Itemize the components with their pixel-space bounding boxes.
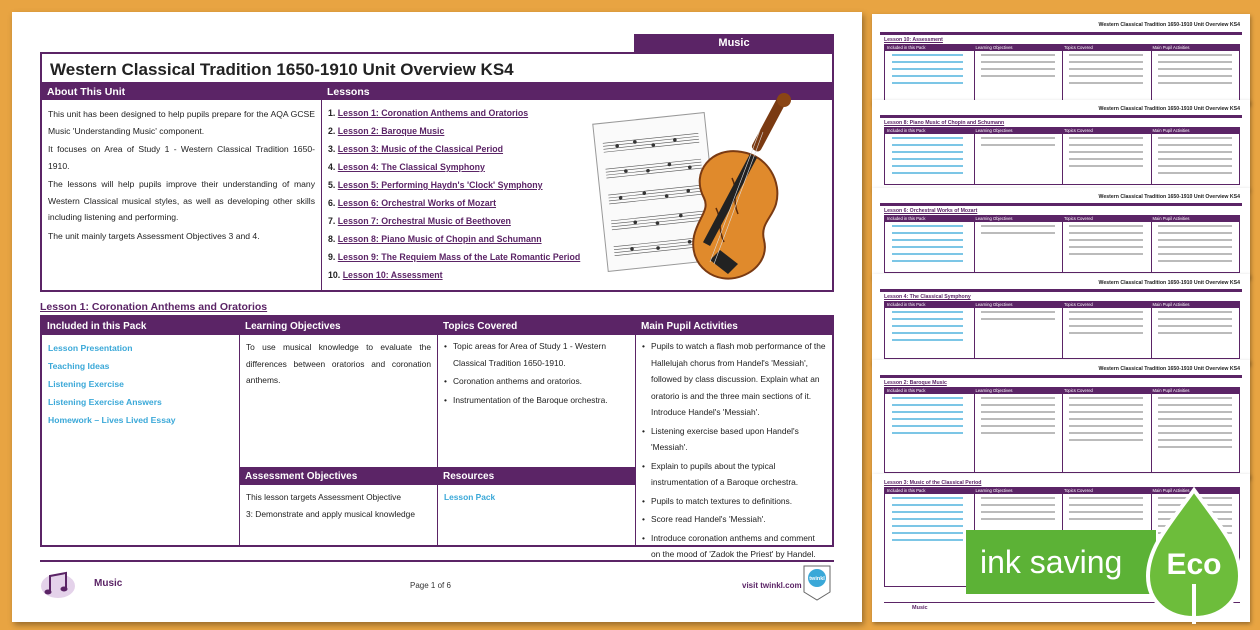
stacked-table: Included in this Pack Learning Objectives Topics Covered Main Pupil Activities <box>884 301 1240 359</box>
about-heading: About This Unit <box>42 84 321 100</box>
stacked-lesson-title: Lesson 6: Orchestral Works of Mozart <box>884 208 978 214</box>
objectives-heading: Learning Objectives <box>240 319 437 335</box>
stacked-page <box>872 188 1250 278</box>
divider <box>880 115 1242 118</box>
pack-item-link[interactable]: Lesson Presentation <box>48 343 133 353</box>
badge-text: twinkl <box>809 576 825 582</box>
stacked-table: Included in this Pack Learning Objectives Topics Covered Main Pupil Activities <box>884 44 1240 102</box>
resources-heading: Resources <box>438 469 635 485</box>
footer-subject: Music <box>94 578 123 589</box>
lesson-item: 5. Lesson 5: Performing Haydn's 'Clock' Symphony <box>328 180 543 190</box>
pack-item-link[interactable]: Listening Exercise <box>48 379 124 389</box>
activity-item: • Explain to pupils about the typical instrumentation of a Baroque orchestra. <box>642 458 826 491</box>
eco-text: Eco <box>1166 548 1222 581</box>
topics-column <box>438 319 636 545</box>
page-number: Page 1 of 6 <box>410 581 451 590</box>
pack-item-link[interactable]: Listening Exercise Answers <box>48 397 162 407</box>
stacked-page <box>872 360 1250 478</box>
activity-item: • Listening exercise based upon Handel's 'Messiah'. <box>642 423 826 456</box>
stacked-lesson-title: Lesson 8: Piano Music of Chopin and Schumann <box>884 120 1005 126</box>
lesson-item: 2. Lesson 2: Baroque Music <box>328 126 445 136</box>
lesson-link[interactable]: Lesson 7: Orchestral Music of Beethoven <box>337 216 511 226</box>
lesson-link[interactable]: Lesson 3: Music of the Classical Period <box>337 144 504 154</box>
stacked-page-header: Western Classical Tradition 1650-1910 Unit Overview KS4 <box>1098 280 1240 286</box>
lessons-heading: Lessons <box>322 84 832 100</box>
stacked-lesson-title: Lesson 3: Music of the Classical Period <box>884 480 982 486</box>
stacked-page-header: Western Classical Tradition 1650-1910 Unit Overview KS4 <box>1098 106 1240 112</box>
twinkl-badge-icon <box>800 564 834 602</box>
stacked-page <box>872 14 1250 104</box>
assessment-line: 3: Demonstrate and apply musical knowledge <box>246 508 415 519</box>
included-list <box>42 335 239 433</box>
objectives-text: To use musical knowledge to evaluate the differences between oratorios and coronation anthems. <box>246 342 431 385</box>
stacked-lesson-title: Lesson 4: The Classical Symphony <box>884 294 971 300</box>
stacked-page-header: Western Classical Tradition 1650-1910 Unit Overview KS4 <box>1098 22 1240 28</box>
activities-list <box>636 335 832 568</box>
pack-item-link[interactable]: Homework – Lives Lived Essay <box>48 415 176 425</box>
divider <box>240 467 437 469</box>
included-heading: Included in this Pack <box>42 319 239 335</box>
lesson-item: 3. Lesson 3: Music of the Classical Period <box>328 144 504 154</box>
lesson1-table <box>40 317 834 559</box>
about-paragraph: This unit has been designed to help pupils prepare for the AQA GCSE Music 'Understanding Music' component. <box>48 109 315 136</box>
lesson-link[interactable]: Lesson 6: Orchestral Works of Mozart <box>337 198 497 208</box>
activity-item: • Pupils to match textures to definitions. <box>642 493 826 510</box>
lesson-item: 6. Lesson 6: Orchestral Works of Mozart <box>328 198 497 208</box>
activity-item: • Score read Handel's 'Messiah'. <box>642 511 826 528</box>
divider <box>880 289 1242 292</box>
topic-item: • Topic areas for Area of Study 1 - Western Classical Tradition 1650-1910. <box>444 338 629 371</box>
about-section <box>42 84 322 290</box>
violin-icon <box>693 93 791 279</box>
assessment-line: This lesson targets Assessment Objective <box>246 492 402 502</box>
violin-illustration <box>592 90 822 290</box>
assessment-text <box>240 485 437 526</box>
stacked-footer-subject: Music <box>912 605 928 611</box>
unit-overview-box <box>40 82 834 292</box>
ink-saving-banner <box>966 530 1156 594</box>
lesson-item: 9. Lesson 9: The Requiem Mass of the Late Romantic Period <box>328 252 581 262</box>
resource-link[interactable]: Lesson Pack <box>444 492 496 502</box>
eco-leaf-icon <box>1138 486 1250 626</box>
included-column <box>42 319 240 545</box>
activity-item: • Introduce coronation anthems and comment on the mood of 'Zadok the Priest' by Handel. <box>642 530 826 563</box>
lesson-item: 1. Lesson 1: Coronation Anthems and Oratorios <box>328 108 529 118</box>
lesson-link[interactable]: Lesson 5: Performing Haydn's 'Clock' Symphony <box>337 180 543 190</box>
topic-item: • Instrumentation of the Baroque orchestra. <box>444 392 629 409</box>
divider <box>880 32 1242 35</box>
lesson-item: 4. Lesson 4: The Classical Symphony <box>328 162 485 172</box>
objectives-column <box>240 319 438 545</box>
divider <box>880 203 1242 206</box>
topics-heading: Topics Covered <box>438 319 635 335</box>
stacked-table: Included in this Pack Learning Objectives Topics Covered Main Pupil Activities <box>884 487 1240 587</box>
stacked-lesson-title: Lesson 10: Assessment <box>884 37 943 43</box>
about-paragraph: It focuses on Area of Study 1 - Western Classical Tradition 1650-1910. <box>48 144 315 171</box>
divider <box>438 467 635 469</box>
activities-heading: Main Pupil Activities <box>636 319 832 335</box>
lesson-link[interactable]: Lesson 2: Baroque Music <box>337 126 445 136</box>
website-link[interactable]: visit twinkl.com <box>742 581 802 590</box>
lesson-link[interactable]: Lesson 8: Piano Music of Chopin and Schumann <box>337 234 542 244</box>
stacked-page-header: Western Classical Tradition 1650-1910 Unit Overview KS4 <box>1098 366 1240 372</box>
lesson-item: 7. Lesson 7: Orchestral Music of Beethoven <box>328 216 511 226</box>
pack-item-link[interactable]: Teaching Ideas <box>48 361 110 371</box>
divider <box>40 560 834 562</box>
page-footer <box>40 564 834 604</box>
subject-tab: Music <box>634 34 834 52</box>
lesson-link[interactable]: Lesson 4: The Classical Symphony <box>337 162 485 172</box>
topic-item: • Coronation anthems and oratorios. <box>444 373 629 390</box>
about-paragraph: The unit mainly targets Assessment Objectives 3 and 4. <box>48 230 260 241</box>
lesson-link[interactable]: Lesson 10: Assessment <box>342 270 443 280</box>
activity-item: • Pupils to watch a flash mob performance of the Hallelujah chorus from Handel's 'Messiah', followed by class discussion. Explain what an oratorio is and the three main sections of it. Introduce Handel's 'Messiah'. <box>642 338 826 421</box>
lesson-link[interactable]: Lesson 9: The Requiem Mass of the Late Romantic Period <box>337 252 581 262</box>
divider <box>880 375 1242 378</box>
music-notes-logo-icon <box>40 568 80 600</box>
stacked-table: Included in this Pack Learning Objectives Topics Covered Main Pupil Activities <box>884 387 1240 473</box>
lesson-link[interactable]: Lesson 1: Coronation Anthems and Oratorios <box>337 108 529 118</box>
stacked-page <box>872 274 1250 364</box>
stacked-page-header: Western Classical Tradition 1650-1910 Unit Overview KS4 <box>1098 194 1240 200</box>
about-text <box>42 100 321 252</box>
page-title: Western Classical Tradition 1650-1910 Unit Overview KS4 <box>40 52 834 92</box>
stacked-table: Included in this Pack Learning Objectives Topics Covered Main Pupil Activities <box>884 215 1240 273</box>
lesson-item: 8. Lesson 8: Piano Music of Chopin and Schumann <box>328 234 542 244</box>
lesson1-title[interactable]: Lesson 1: Coronation Anthems and Oratorios <box>40 301 268 313</box>
ink-saving-text: ink saving <box>980 544 1123 580</box>
activities-column <box>636 319 832 559</box>
lesson-item: 10. Lesson 10: Assessment <box>328 270 443 280</box>
assessment-heading: Assessment Objectives <box>240 469 437 485</box>
stacked-lesson-title: Lesson 2: Baroque Music <box>884 380 947 386</box>
lessons-section <box>322 84 832 290</box>
topics-list <box>438 335 635 413</box>
about-paragraph: The lessons will help pupils improve their understanding of many Western Classical musical styles, as well as developing other skills including listening and performing. <box>48 179 315 222</box>
stacked-table: Included in this Pack Learning Objectives Topics Covered Main Pupil Activities <box>884 127 1240 185</box>
main-document-page <box>12 12 862 622</box>
stacked-page <box>872 100 1250 190</box>
